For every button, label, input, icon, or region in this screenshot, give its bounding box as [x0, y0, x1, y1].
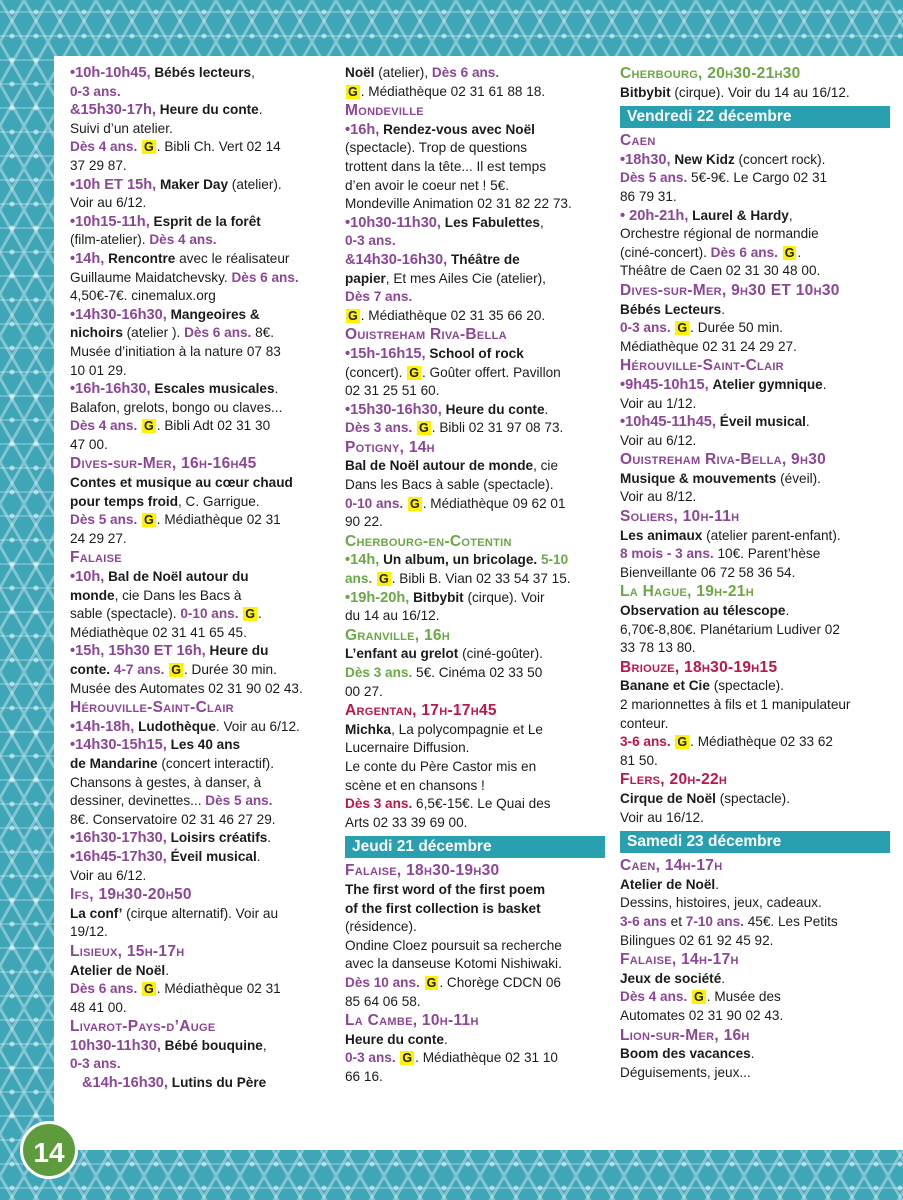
city-heading: Hérouville-Saint-Clair	[70, 699, 234, 717]
event-line: 8€. Conservatoire 02 31 46 27 29.	[70, 811, 276, 827]
event-line: •15h, 15h30 ET 16h, Heure du	[70, 643, 269, 660]
city-heading: Flers, 20h-22h	[620, 771, 728, 789]
event-line: (ciné-concert). Dès 6 ans. G .	[620, 244, 802, 260]
event-line: 0-3 ans. G . Médiathèque 02 31 10	[345, 1050, 558, 1066]
event-line: Dès 5 ans. G . Médiathèque 02 31	[70, 512, 281, 528]
event-line: Lucernaire Diffusion.	[345, 740, 470, 756]
agenda-column-2	[345, 64, 605, 1086]
city-heading: Cherbourg, 20h30-21h30	[620, 65, 801, 82]
free-badge: G	[409, 365, 419, 380]
city-heading: Dives-sur-Mer, 16h-16h45	[70, 455, 257, 473]
event-line: Orchestre régional de normandie	[620, 226, 819, 242]
event-line: Médiathèque 02 31 24 29 27.	[620, 338, 797, 354]
event-line: Suivi d’un atelier.	[70, 120, 173, 136]
event-line: 0-10 ans. G . Médiathèque 09 62 01	[345, 495, 566, 511]
agenda-page	[54, 56, 903, 1150]
event-line: 0-3 ans.	[70, 83, 121, 99]
city-heading: Falaise	[70, 549, 122, 567]
event-line: (concert). G . Goûter offert. Pavillon	[345, 364, 561, 380]
event-line: Heure du conte.	[345, 1031, 448, 1047]
event-line: Dès 3 ans. 6,5€-15€. Le Quai des	[345, 796, 551, 812]
event-line: Voir au 1/12.	[620, 395, 697, 411]
event-line: Boom des vacances.	[620, 1046, 755, 1062]
day-header-saturday: Samedi 23 décembre	[620, 831, 890, 853]
event-line: •9h45-10h15, Atelier gymnique.	[620, 376, 827, 393]
event-line: 10 01 29.	[70, 362, 127, 378]
city-heading: Hérouville-Saint-Clair	[620, 357, 784, 375]
event-line: avec la danseuse Kotomi Nishiwaki.	[345, 956, 562, 972]
event-line: •14h30-15h15, Les 40 ans	[70, 737, 241, 754]
event-line: •14h30-16h30, Mangeoires &	[70, 306, 260, 323]
city-heading: Ifs, 19h30-20h50	[70, 886, 192, 904]
event-line: &15h30-17h, Heure du conte.	[70, 102, 263, 119]
event-line: 66 16.	[345, 1068, 383, 1084]
city-heading: Dives-sur-Mer, 9h30 ET 10h30	[620, 281, 840, 299]
event-line: 02 31 25 51 60.	[345, 383, 440, 399]
event-line: 00 27.	[345, 683, 383, 699]
event-line: Dès 6 ans. G . Médiathèque 02 31	[70, 981, 281, 997]
day-header-friday: Vendredi 22 décembre	[620, 106, 890, 128]
event-line: 10h30-11h30, Bébé bouquine,	[70, 1037, 267, 1054]
event-line: 37 29 87.	[70, 157, 127, 173]
event-line: of the first collection is basket	[345, 900, 541, 916]
event-line: •16h30-17h30, Loisirs créatifs.	[70, 830, 272, 847]
event-line: du 14 au 16/12.	[345, 608, 440, 624]
free-badge: G	[378, 572, 389, 587]
city-heading: Livarot-Pays-d’Auge	[70, 1018, 216, 1036]
event-line: Musique & mouvements (éveil).	[620, 470, 821, 486]
event-line: •14h, Un album, un bricolage. 5-10	[345, 552, 569, 569]
city-heading: La Hague, 19h-21h	[620, 583, 754, 601]
event-line: Mondeville Animation 02 31 82 22 73.	[345, 196, 572, 212]
city-heading: Soliers, 10h-11h	[620, 508, 740, 526]
event-line: 86 79 31.	[620, 188, 677, 204]
free-badge: G	[419, 421, 429, 436]
event-line: Voir au 6/12.	[620, 432, 697, 448]
event-line: Théâtre de Caen 02 31 30 48 00.	[620, 263, 821, 279]
event-line: 47 00.	[70, 436, 108, 452]
event-line: Dès 7 ans.	[345, 289, 413, 305]
event-line: Bébés Lecteurs.	[620, 301, 726, 317]
event-line: Arts 02 33 39 69 00.	[345, 814, 468, 830]
event-line: •16h45-17h30, Éveil musical.	[70, 848, 261, 865]
event-line: d’en avoir le coeur net ! 5€.	[345, 177, 509, 193]
event-line: 90 22.	[345, 514, 383, 530]
agenda-column-3	[620, 64, 890, 1082]
city-heading: Caen	[620, 132, 656, 150]
event-line: &14h30-16h30, Théâtre de	[345, 251, 520, 268]
event-line: Dès 4 ans. G . Musée des	[620, 989, 781, 1005]
event-line: •16h, Rendez-vous avec Noël	[345, 121, 535, 138]
event-line: Atelier de Noël.	[70, 962, 169, 978]
event-line: Voir au 8/12.	[620, 489, 697, 505]
event-line: •18h30, New Kidz (concert rock).	[620, 151, 826, 168]
event-line: •10h30-11h30, Les Fabulettes,	[345, 214, 544, 231]
event-line: Guillaume Maidatchevsky. Dès 6 ans.	[70, 269, 299, 285]
event-line: 2 marionnettes à fils et 1 manipulateur	[620, 697, 851, 712]
event-line: Dès 4 ans. G . Bibli Ch. Vert 02 14	[70, 139, 281, 155]
city-heading: Ouistreham Riva-Bella	[345, 326, 507, 344]
event-line: Atelier de Noël.	[620, 876, 719, 892]
event-line: Le conte du Père Castor mis en	[345, 758, 537, 774]
free-badge: G	[694, 990, 704, 1005]
event-line: &14h-16h30, Lutins du Père	[82, 1075, 267, 1092]
event-line: •10h15-11h, Esprit de la forêt	[70, 213, 261, 230]
event-line: trottent dans la tête... Il est temps	[345, 158, 546, 174]
event-line: Dès 3 ans. 5€. Cinéma 02 33 50	[345, 665, 543, 680]
event-line: Dès 5 ans. 5€-9€. Le Cargo 02 31	[620, 170, 828, 186]
event-line: •15h30-16h30, Heure du conte.	[345, 401, 549, 418]
event-line: 81 50.	[620, 752, 658, 768]
event-line: 85 64 06 58.	[345, 993, 421, 1009]
event-line: Contes et musique au cœur chaud	[70, 475, 293, 491]
event-line: Balafon, grelots, bongo ou claves...	[70, 399, 283, 415]
event-line: monde, cie Dans les Bacs à	[70, 587, 242, 603]
event-line: Médiathèque 02 31 41 65 45.	[70, 624, 247, 640]
free-badge: G	[144, 140, 154, 155]
event-line: (spectacle). Trop de questions	[345, 140, 528, 156]
event-line: Ondine Cloez poursuit sa recherche	[345, 937, 562, 953]
event-line: Voir au 6/12.	[70, 195, 147, 211]
event-line: •14h-18h, Ludothèque. Voir au 6/12.	[70, 718, 300, 735]
free-badge: G	[677, 735, 688, 750]
event-line: •10h45-11h45, Éveil musical.	[620, 414, 810, 431]
event-line: 0-3 ans.	[70, 1056, 121, 1072]
agenda-column-1	[70, 64, 332, 1093]
event-line: •14h, Rencontre avec le réalisateur	[70, 250, 290, 267]
event-line: Musée des Automates 02 31 90 02 43.	[70, 680, 303, 696]
event-line: Automates 02 31 90 02 43.	[620, 1007, 784, 1023]
free-badge: G	[144, 419, 154, 434]
event-line: •16h-16h30, Escales musicales.	[70, 381, 279, 398]
city-heading: Falaise, 18h30-19h30	[345, 862, 500, 880]
event-line: 0-3 ans.	[345, 233, 396, 249]
event-line: Dans les Bacs à sable (spectacle).	[345, 477, 554, 493]
free-badge: G	[171, 663, 181, 677]
event-line: de Mandarine (concert interactif).	[70, 755, 274, 771]
free-badge: G	[348, 84, 358, 99]
event-line: Dessins, histoires, jeux, cadeaux.	[620, 895, 822, 911]
city-heading: Cherbourg-en-Cotentin	[345, 532, 512, 550]
event-line: dessiner, devinettes... Dès 5 ans.	[70, 793, 273, 809]
event-line: conteur.	[620, 715, 669, 731]
event-line: Bilingues 02 61 92 45 92.	[620, 932, 774, 948]
event-line: Voir au 16/12.	[620, 809, 704, 825]
event-line: sable (spectacle). 0-10 ans. G .	[70, 606, 262, 622]
event-line: G . Médiathèque 02 31 35 66 20.	[348, 307, 546, 323]
city-heading: Briouze, 18h30-19h15	[620, 658, 778, 676]
free-badge: G	[409, 496, 420, 511]
event-line: Musée d’initiation à la nature 07 83	[70, 343, 281, 359]
event-line: Banane et Cie (spectacle).	[620, 678, 784, 694]
city-heading: Potigny, 14h	[345, 438, 435, 456]
free-badge: G	[677, 321, 688, 336]
event-line: pour temps froid, C. Garrigue.	[70, 493, 260, 509]
event-line: Cirque de Noël (spectacle).	[620, 790, 790, 806]
free-badge: G	[348, 308, 358, 323]
event-line: •10h ET 15h, Maker Day (atelier).	[70, 176, 282, 193]
event-line: Bienveillante 06 72 58 36 54.	[620, 564, 796, 580]
event-line: Bal de Noël autour de monde, cie	[345, 458, 559, 474]
event-line: 3-6 ans et 7-10 ans. 45€. Les Petits	[620, 913, 838, 929]
event-line: • 20h-21h, Laurel & Hardy,	[620, 207, 793, 224]
event-line: Michka, La polycompagnie et Le	[345, 721, 543, 737]
event-line: 19/12.	[70, 924, 108, 940]
free-badge: G	[144, 982, 154, 997]
event-line: 6,70€-8,80€. Planétarium Ludiver 02	[620, 621, 840, 637]
event-line: L’enfant au grelot (ciné-goûter).	[345, 646, 543, 662]
event-line: Déguisements, jeux...	[620, 1064, 751, 1080]
event-line: scène et en chansons !	[345, 777, 485, 793]
free-badge: G	[784, 245, 795, 260]
free-badge: G	[144, 513, 154, 528]
city-heading: Lion-sur-Mer, 16h	[620, 1026, 750, 1044]
city-heading: Granville, 16h	[345, 626, 451, 644]
city-heading: Caen, 14h-17h	[620, 857, 723, 875]
city-heading: Lisieux, 15h-17h	[70, 942, 185, 960]
free-badge: G	[426, 975, 437, 990]
event-line: Les animaux (atelier parent-enfant).	[620, 527, 841, 543]
event-line: 0-3 ans. G . Durée 50 min.	[620, 320, 784, 336]
city-heading: Ouistreham Riva-Bella, 9h30	[620, 451, 827, 469]
event-line: ans. G . Bibli B. Vian 02 33 54 37 15.	[345, 571, 571, 587]
event-line: Jeux de société.	[620, 970, 726, 986]
event-line: 48 41 00.	[70, 999, 127, 1015]
event-line: Noël (atelier), Dès 6 ans.	[345, 65, 500, 80]
event-line: •15h-16h15, School of rock	[345, 345, 524, 362]
event-line: Chansons à gestes, à danser, à	[70, 774, 262, 790]
page-number-badge: 14	[20, 1121, 78, 1179]
city-heading: La Cambe, 10h-11h	[345, 1012, 479, 1030]
free-badge: G	[402, 1051, 413, 1066]
event-line: nichoirs (atelier ). Dès 6 ans. 8€.	[70, 325, 275, 341]
city-heading: Mondeville	[345, 102, 424, 120]
event-line: Dès 10 ans. G . Chorège CDCN 06	[345, 974, 561, 990]
city-heading: Argentan, 17h-17h45	[345, 702, 497, 720]
city-heading: Falaise, 14h-17h	[620, 951, 739, 969]
event-line: Dès 4 ans. G . Bibli Adt 02 31 30	[70, 418, 271, 434]
event-line: Bitbybit (cirque). Voir du 14 au 16/12.	[620, 84, 850, 100]
event-line: 8 mois - 3 ans. 10€. Parent’hèse	[620, 546, 821, 562]
event-line: 4,50€-7€. cinemalux.org	[70, 288, 216, 304]
event-line: La conf’ (cirque alternatif). Voir au	[70, 905, 279, 921]
event-line: conte. 4-7 ans. G . Durée 30 min.	[70, 662, 277, 677]
event-line: papier, Et mes Ailes Cie (atelier),	[345, 270, 546, 286]
event-line: (résidence).	[345, 919, 417, 935]
event-line: Observation au télescope.	[620, 603, 790, 619]
event-line: 24 29 27.	[70, 530, 127, 546]
event-line: 3-6 ans. G . Médiathèque 02 33 62	[620, 734, 833, 750]
event-line: •10h-10h45, Bébés lecteurs,	[70, 65, 255, 81]
free-badge: G	[245, 607, 256, 622]
event-line: •19h-20h, Bitbybit (cirque). Voir	[345, 589, 545, 606]
day-header-thursday: Jeudi 21 décembre	[345, 836, 605, 858]
event-line: G . Médiathèque 02 31 61 88 18.	[348, 83, 546, 99]
event-line: The first word of the first poem	[345, 881, 546, 897]
event-line: (film-atelier). Dès 4 ans.	[70, 232, 217, 248]
event-line: •10h, Bal de Noël autour du	[70, 569, 249, 586]
event-line: Voir au 6/12.	[70, 867, 147, 883]
event-line: Dès 3 ans. G . Bibli 02 31 97 08 73.	[345, 420, 564, 436]
event-line: 33 78 13 80.	[620, 640, 696, 656]
